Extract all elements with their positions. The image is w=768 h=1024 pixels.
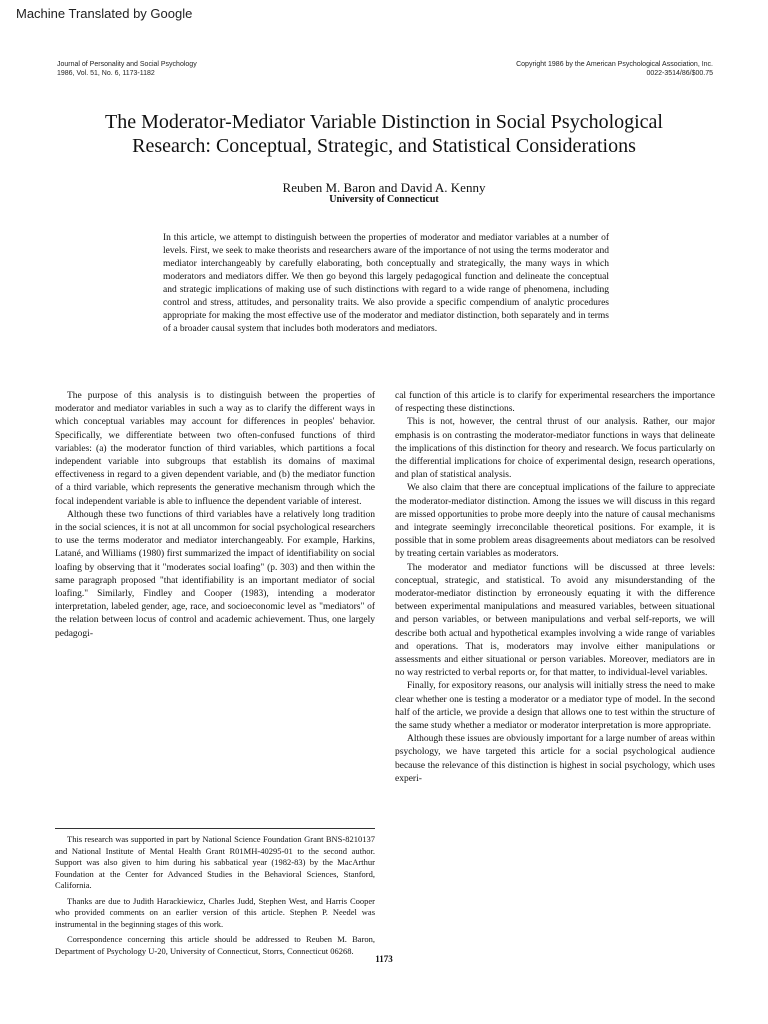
abstract: In this article, we attempt to distinguish between the properties of moderator and mediator variables at a number of levels. First, we seek to make theorists and researchers aware of the importance of not using the terms moderator and mediator interchangeably by carefully elaborating, both conceptually and strategically, the many ways in which moderators and mediators differ. We then go beyond this largely pedagogical function and delineate the conceptual and strategic implications of making use of such distinctions with regard to a wide range of phenomena, including control and stress, attitudes, and personality traits. We also provide a specific compendium of analytic procedures appropriate for making the most effective use of the moderator and mediator distinction, both separately and in terms of a broader causal system that includes both moderators and mediators. [163, 233, 609, 334]
journal-volume: 1986, Vol. 51, No. 6, 1173-1182 [57, 70, 155, 77]
machine-translation-banner: Machine Translated by Google [16, 6, 193, 21]
title-line-2: Research: Conceptual, Strategic, and Statistical Considerations [132, 135, 636, 157]
author-note-funding: This research was supported in part by National Science Foundation Grant BNS-8210137 and National Institute of Mental Health Grant R01MH-40295-01 to the second author. Support was also given to him during his sabbatical year (1982-83) by the MacArthur Foundation at the Center for Advanced Studies in the Behavioral Sciences, Stanford, California. [55, 834, 375, 890]
author-notes [55, 834, 375, 957]
body-paragraph: Finally, for expository reasons, our analysis will initially stress the need to make clear whether one is testing a moderator or a mediator type of model. In the second half of the article, we provide a design that allows one to test within the structure of the same study whether a mediator or moderator interpretation is more appropriate. [395, 681, 715, 732]
body-paragraph: Although these issues are obviously important for a large number of areas within psychology, we have targeted this article for a social psychological audience because the relevance of this distinction is highest in social psychology, which uses experi- [395, 734, 715, 784]
body-paragraph: The moderator and mediator functions will be discussed at three levels: conceptual, strategic, and statistical. To avoid any misunderstanding of the moderator-mediator distinction by erroneously equating it with the difference between experimental manipulations and measured variables, between situational and person variables, or between manipulations and verbal self-reports, we will describe both actual and hypothetical examples involving a wide range of variables and operations. That is, moderators may involve either manipulations or assessments and either situational or person variables. Moreover, mediators are in no way restricted to verbal reports or, for that matter, to individual-level variables. [395, 562, 715, 679]
article-title [40, 110, 728, 158]
body-paragraph: cal function of this article is to clarify for experimental researchers the importance of respecting these distinctions. [395, 391, 715, 415]
body-paragraph: This is not, however, the central thrust of our analysis. Rather, our major emphasis is on contrasting the moderator-mediator functions in ways that delineate the implications of this distinction for theory and research. We focus particularly on the differential implications for choice of experimental design, research operations, and plan of statistical analysis. [395, 417, 715, 481]
authors: Reuben M. Baron and David A. Kenny [282, 180, 486, 195]
author-note-acknowledgments: Thanks are due to Judith Harackiewicz, Charles Judd, Stephen West, and Harris Cooper who provided comments on an earlier version of this article. Stephen P. Needel was instrumental in the beginning stages of this work. [55, 895, 375, 929]
title-line-1: The Moderator-Mediator Variable Distinction in Social Psychological [105, 111, 663, 133]
body-paragraph: The purpose of this analysis is to distinguish between the properties of moderator and mediator variables in such a way as to clarify the different ways in which conceptual variables may account for differences in peoples' behavior. Specifically, we differentiate between two often-confused functions of third variables: (a) the moderator function of third variables, which partitions a focal independent variable into subgroups that establish its domains of maximal effectiveness in regard to a given dependent variable, and (b) the mediator function of a third variable, which represents the generative mechanism through which the focal independent variable is able to influence the dependent variable of interest. [55, 391, 375, 507]
journal-name: Journal of Personality and Social Psychology [57, 61, 197, 68]
journal-info [57, 60, 197, 78]
copyright-notice: Copyright 1986 by the American Psychological Association, Inc. [516, 61, 713, 68]
issn-price: 0022-3514/86/$00.75 [646, 70, 713, 77]
right-column [395, 390, 715, 786]
body-paragraph: Although these two functions of third variables have a relatively long tradition in the social sciences, it is not at all uncommon for social psychological researchers to use the terms moderator and mediator interchangeably. For example, Harkins, Latané, and Williams (1980) first summarized the impact of identifiability on social loafing by observing that it "moderates social loafing" (p. 303) and then within the same paragraph proposed "that identifiability is an important mediator of social loafing." Similarly, Findley and Cooper (1983), intending a moderator interpretation, labeled gender, age, race, and socioeconomic level as "mediators" of the relation between locus of control and academic achievement. Thus, one largely pedagogi- [55, 509, 375, 639]
copyright-info [516, 60, 713, 78]
body-paragraph: We also claim that there are conceptual implications of the failure to appreciate the moderator-mediator distinction. Among the issues we will discuss in this regard are missed opportunities to probe more deeply into the nature of causal mechanisms and integrate seemingly irreconcilable theoretical positions. For example, it is possible that in some problem areas disagreements about mediators can be resolved by treating certain variables as moderators. [395, 483, 715, 560]
left-column [55, 390, 375, 641]
author-note-correspondence: Correspondence concerning this article should be addressed to Reuben M. Baron, Department of Psychology U-20, University of Connecticut, Storrs, Connecticut 06268. [55, 934, 375, 956]
page-number: 1173 [375, 954, 393, 964]
affiliation: University of Connecticut [329, 194, 439, 205]
footnote-divider [55, 828, 375, 829]
